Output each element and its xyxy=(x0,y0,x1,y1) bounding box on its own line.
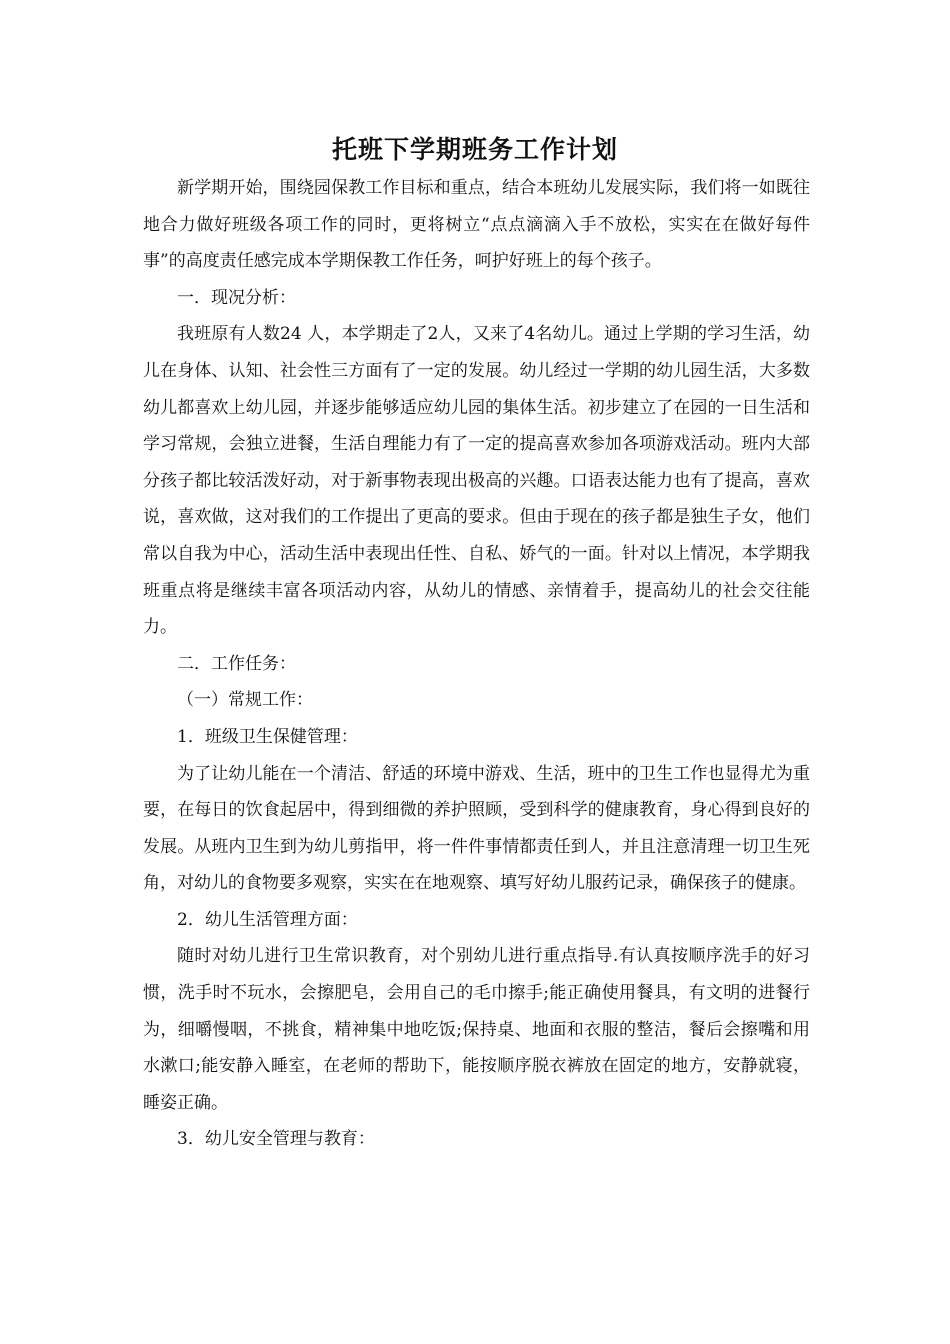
item-heading-safety: 3．幼儿安全管理与教育： xyxy=(177,1129,375,1150)
item-heading-daily-life: 2．幼儿生活管理方面： xyxy=(177,909,358,930)
section-heading-situation: 一．现况分析： xyxy=(177,287,296,308)
daily-life-paragraph: 随时对幼儿进行卫生常识教育，对个别幼儿进行重点指导.有认真按顺序洗手的好习惯，洗手时不玩水，会擦肥皂，会用自己的毛巾擦手;能正确使用餐具，有文明的进餐行为，细嚼慢咽，不挑食，精神集中地吃饭;保持桌、地面和衣服的整洁，餐后会擦嘴和用水漱口;能安静入睡室，在老师的帮助下，能按顺序脱衣裤放在固定的地方，安静就寝，睡姿正确。 xyxy=(143,946,810,1113)
document-title: 托班下学期班务工作计划 xyxy=(331,135,618,164)
section-heading-tasks: 二．工作任务： xyxy=(177,653,296,674)
item-heading-hygiene: 1．班级卫生保健管理： xyxy=(177,726,358,747)
subsection-heading-routine: （一）常规工作： xyxy=(177,690,313,711)
situation-paragraph: 我班原有人数24 人，本学期走了2人，又来了4名幼儿。通过上学期的学习生活，幼儿在身体、认知、社会性三方面有了一定的发展。幼儿经过一学期的幼儿园生活，大多数幼儿都喜欢上幼儿园，并逐步能够适应幼儿园的集体生活。初步建立了在园的一日生活和学习常规，会独立进餐，生活自理能力有了一定的提高喜欢参加各项游戏活动。班内大部分孩子都比较活泼好动，对于新事物表现出极高的兴趣。口语表达能力也有了提高，喜欢说，喜欢做，这对我们的工作提出了更高的要求。但由于现在的孩子都是独生子女，他们常以自我为中心，活动生活中表现出任性、自私、娇气的一面。针对以上情况，本学期我班重点将是继续丰富各项活动内容，从幼儿的情感、亲情着手，提高幼儿的社会交往能力。 xyxy=(143,324,810,638)
document-body xyxy=(143,170,810,1158)
intro-paragraph: 新学期开始，围绕园保教工作目标和重点，结合本班幼儿发展实际，我们将一如既往地合力做好班级各项工作的同时，更将树立“点点滴滴入手不放松，实实在在做好每件事”的高度责任感完成本学期保教工作任务，呵护好班上的每个孩子。 xyxy=(143,178,810,272)
hygiene-paragraph: 为了让幼儿能在一个清洁、舒适的环境中游戏、生活，班中的卫生工作也显得尤为重要，在每日的饮食起居中，得到细微的养护照顾，受到科学的健康教育，身心得到良好的发展。从班内卫生到为幼儿剪指甲，将一件件事情都责任到人，并且注意清理一切卫生死角，对幼儿的食物要多观察，实实在在地观察、填写好幼儿服药记录，确保孩子的健康。 xyxy=(143,763,810,894)
